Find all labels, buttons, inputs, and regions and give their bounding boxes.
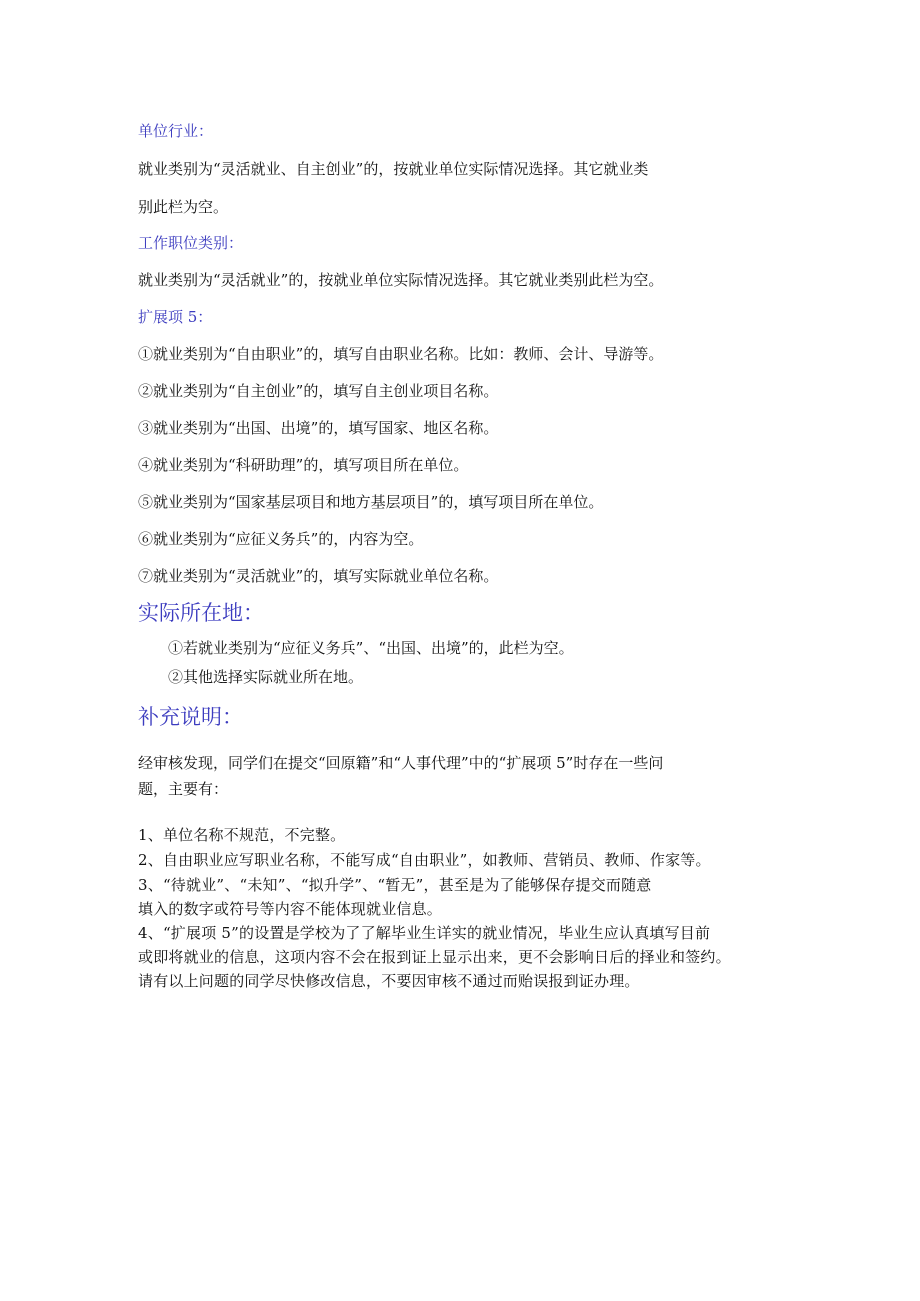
extension-item: ⑤就业类别为“国家基层项目和地方基层项目”的，填写项目所在单位。 <box>138 493 604 511</box>
extension-item: ①就业类别为“自由职业”的，填写自由职业名称。比如：教师、会计、导游等。 <box>138 345 664 363</box>
supplement-intro-1: 经审核发现，同学们在提交“回原籍”和“人事代理”中的“扩展项 5”时存在一些问 <box>138 754 664 772</box>
supplement-point: 4、“扩展项 5”的设置是学校为了了解毕业生详实的就业情况，毕业生应认真填写目前 <box>138 924 711 942</box>
extension-item: ②就业类别为“自主创业”的，填写自主创业项目名称。 <box>138 382 499 400</box>
location-item: ②其他选择实际就业所在地。 <box>168 668 364 686</box>
industry-heading: 单位行业： <box>138 122 214 140</box>
supplement-point: 填入的数字或符号等内容不能体现就业信息。 <box>138 900 443 918</box>
extension-heading: 扩展项 5： <box>138 308 213 326</box>
supplement-point: 2、自由职业应写职业名称，不能写成“自由职业”，如教师、营销员、教师、作家等。 <box>138 851 711 869</box>
supplement-heading: 补充说明： <box>138 705 243 729</box>
supplement-point: 3、“待就业”、“未知”、“拟升学”、“暂无”，甚至是为了能够保存提交而随意 <box>138 876 652 894</box>
position-heading: 工作职位类别： <box>138 234 244 252</box>
location-item: ①若就业类别为“应征义务兵”、“出国、出境”的，此栏为空。 <box>168 639 574 657</box>
supplement-point: 1、单位名称不规范，不完整。 <box>138 826 346 844</box>
industry-line-1: 就业类别为“灵活就业、自主创业”的，按就业单位实际情况选择。其它就业类 <box>138 160 649 178</box>
supplement-intro-2: 题，主要有： <box>138 780 229 798</box>
supplement-point: 请有以上问题的同学尽快修改信息，不要因审核不通过而贻误报到证办理。 <box>138 972 640 990</box>
extension-item: ⑦就业类别为“灵活就业”的，填写实际就业单位名称。 <box>138 567 499 585</box>
location-heading: 实际所在地： <box>138 601 264 625</box>
industry-line-2: 别此栏为空。 <box>138 198 229 216</box>
extension-item: ⑥就业类别为“应征义务兵”的，内容为空。 <box>138 530 424 548</box>
position-line-1: 就业类别为“灵活就业”的，按就业单位实际情况选择。其它就业类别此栏为空。 <box>138 271 664 289</box>
supplement-point: 或即将就业的信息，这项内容不会在报到证上显示出来，更不会影响日后的择业和签约。 <box>138 948 731 966</box>
extension-item: ③就业类别为“出国、出境”的，填写国家、地区名称。 <box>138 419 499 437</box>
extension-item: ④就业类别为“科研助理”的，填写项目所在单位。 <box>138 456 469 474</box>
